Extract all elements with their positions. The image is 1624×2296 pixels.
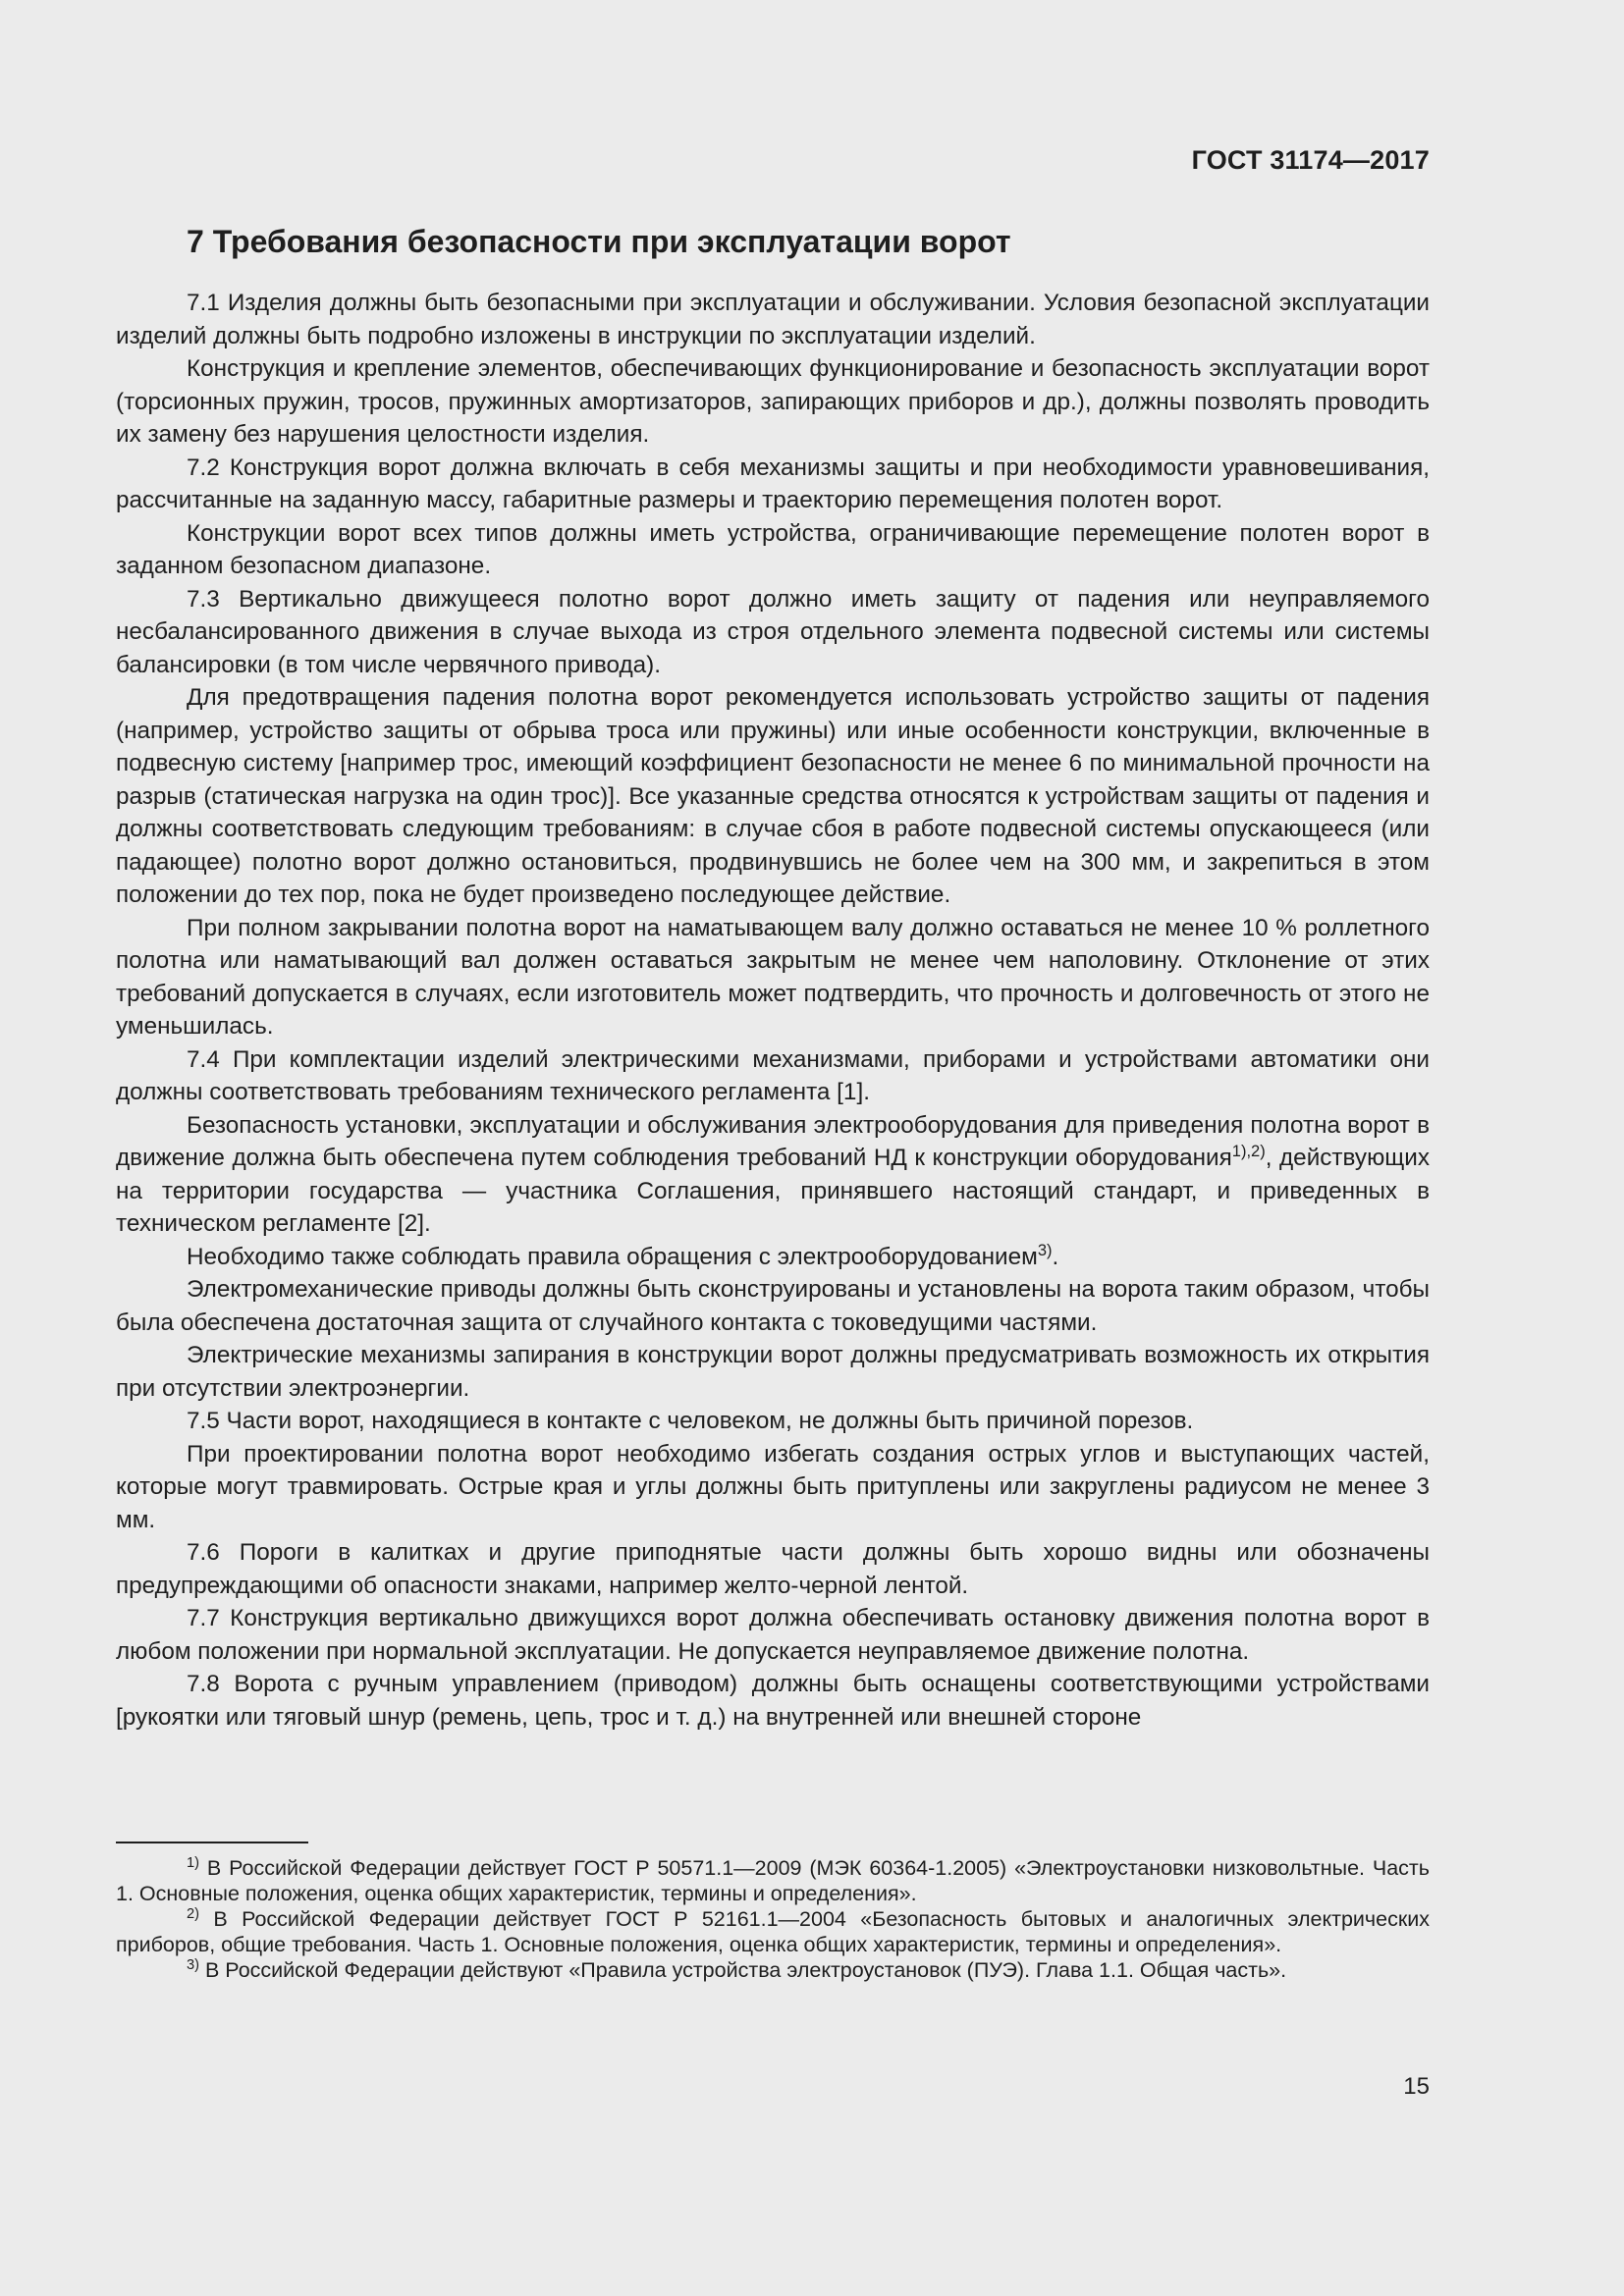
- footnote-mark: 2): [187, 1905, 199, 1922]
- footnote-3: [116, 1957, 1430, 1983]
- page-number: 15: [1403, 2073, 1430, 2100]
- footnote-reference: 3): [1037, 1240, 1053, 1259]
- paragraph-7-1: 7.1 Изделия должны быть безопасными при эксплуатации и обслуживании. Условия безопасной эксплуатации изделий должны быть подробно изложены в инструкции по эксплуатации изделий.: [116, 290, 1430, 349]
- footnote-text: В Российской Федерации действует ГОСТ Р 50571.1—2009 (МЭК 60364-1.2005) «Электроустановки низковольтные. Часть 1. Основные положения, оценка общих характеристик, термины и определения».: [116, 1856, 1430, 1905]
- paragraph-7-8: 7.8 Ворота с ручным управлением (приводом) должны быть оснащены соответствующими устройствами [рукоятки или тяговый шнур (ремень, цепь, трос и т. д.) на внутренней или внешней стороне: [116, 1671, 1430, 1731]
- paragraph-7-4: 7.4 При комплектации изделий электрическими механизмами, приборами и устройствами автоматики они должны соответствовать требованиям технического регламента [1].: [116, 1045, 1430, 1105]
- paragraph-text: Необходимо также соблюдать правила обращения с электрооборудованием: [187, 1243, 1038, 1270]
- paragraph: Электрические механизмы запирания в конструкции ворот должны предусматривать возможность их открытия при отсутствии электроэнергии.: [116, 1342, 1430, 1402]
- paragraph-text: Безопасность установки, эксплуатации и обслуживания электрооборудования для приведения полотна ворот в движение должна быть обеспечена путем соблюдения требований НД к конструкции оборудования: [116, 1111, 1430, 1171]
- paragraph-text: .: [1052, 1243, 1059, 1270]
- footnote-text: В Российской Федерации действуют «Правила устройства электроустановок (ПУЭ). Глава 1.1. Общая часть».: [204, 1958, 1287, 1982]
- paragraph-with-footnote-ref: [116, 1241, 1430, 1274]
- footnote-divider: [116, 1842, 308, 1843]
- footnote-1: [116, 1855, 1430, 1906]
- paragraph-with-footnote-refs: [116, 1109, 1430, 1241]
- paragraph-text: , действующих на территории государства — участника Соглашения, принявшего настоящий стандарт, и приведенных в техническом регламенте [2].: [116, 1145, 1430, 1237]
- paragraph-7-2: 7.2 Конструкция ворот должна включать в себя механизмы защиты и при необходимости уравновешивания, рассчитанные на заданную массу, габаритные размеры и траекторию перемещения полотен ворот.: [116, 454, 1430, 513]
- section-title: 7 Требования безопасности при эксплуатации ворот: [187, 224, 1011, 259]
- paragraph: Для предотвращения падения полотна ворот рекомендуется использовать устройство защиты от падения (например, устройство защиты от обрыва троса или пружины) или иные особенности конструкции, включенные в подвесную систему [например трос, имеющий коэффициент безопасности не менее 6 по минимальной прочности на разрыв (статическая нагрузка на один трос)]. Все указанные средства относятся к устройствам защиты от падения и должны соответствовать следующим требованиям: в случае сбоя в работе подвесной системы опускающееся (или падающее) полотно ворот должно остановиться, продвинувшись не более чем на 300 мм, и закрепиться в этом положении до тех пор, пока не будет произведено последующее действие.: [116, 684, 1430, 908]
- footnotes: [116, 1855, 1430, 1983]
- paragraph-7-5: 7.5 Части ворот, находящиеся в контакте с человеком, не должны быть причиной порезов.: [187, 1408, 1194, 1434]
- section-body: [116, 287, 1430, 1734]
- footnote-text: В Российской Федерации действует ГОСТ Р 52161.1—2004 «Безопасность бытовых и аналогичных электрических приборов, общие требования. Часть 1. Основные положения, оценка общих характеристик, термины и определения».: [116, 1907, 1430, 1956]
- paragraph-7-3: 7.3 Вертикально движущееся полотно ворот должно иметь защиту от падения или неуправляемого несбалансированного движения в случае выхода из строя отдельного элемента подвесной системы или системы балансировки (в том числе червячного привода).: [116, 585, 1430, 678]
- footnote-2: [116, 1906, 1430, 1957]
- footnote-reference: 1),2): [1231, 1141, 1266, 1160]
- paragraph: При проектировании полотна ворот необходимо избегать создания острых углов и выступающих частей, которые могут травмировать. Острые края и углы должны быть притуплены или закруглены радиусом не менее 3 мм.: [116, 1440, 1430, 1533]
- document-code-header: ГОСТ 31174—2017: [1191, 145, 1430, 175]
- paragraph: При полном закрывании полотна ворот на наматывающем валу должно оставаться не менее 10 % роллетного полотна или наматывающий вал должен оставаться закрытым не менее чем наполовину. Отклонение от этих требований допускается в случаях, если изготовитель может подтвердить, что прочность и долговечность от этого не уменьшилась.: [116, 914, 1430, 1040]
- paragraph: Конструкции ворот всех типов должны иметь устройства, ограничивающие перемещение полотен ворот в заданном безопасном диапазоне.: [116, 519, 1430, 579]
- footnote-mark: 1): [187, 1854, 199, 1871]
- paragraph-7-7: 7.7 Конструкция вертикально движущихся ворот должна обеспечивать остановку движения полотна ворот в любом положении при нормальной эксплуатации. Не допускается неуправляемое движение полотна.: [116, 1605, 1430, 1665]
- paragraph-7-6: 7.6 Пороги в калитках и другие приподнятые части должны быть хорошо видны или обозначены предупреждающими об опасности знаками, например желто-черной лентой.: [116, 1539, 1430, 1599]
- footnote-mark: 3): [187, 1956, 199, 1973]
- paragraph: Конструкция и крепление элементов, обеспечивающих функционирование и безопасность эксплуатации ворот (торсионных пружин, тросов, пружинных амортизаторов, запирающих приборов и др.), должны позволять проводить их замену без нарушения целостности изделия.: [116, 355, 1430, 448]
- paragraph: Электромеханические приводы должны быть сконструированы и установлены на ворота таким образом, чтобы была обеспечена достаточная защита от случайного контакта с токоведущими частями.: [116, 1276, 1430, 1336]
